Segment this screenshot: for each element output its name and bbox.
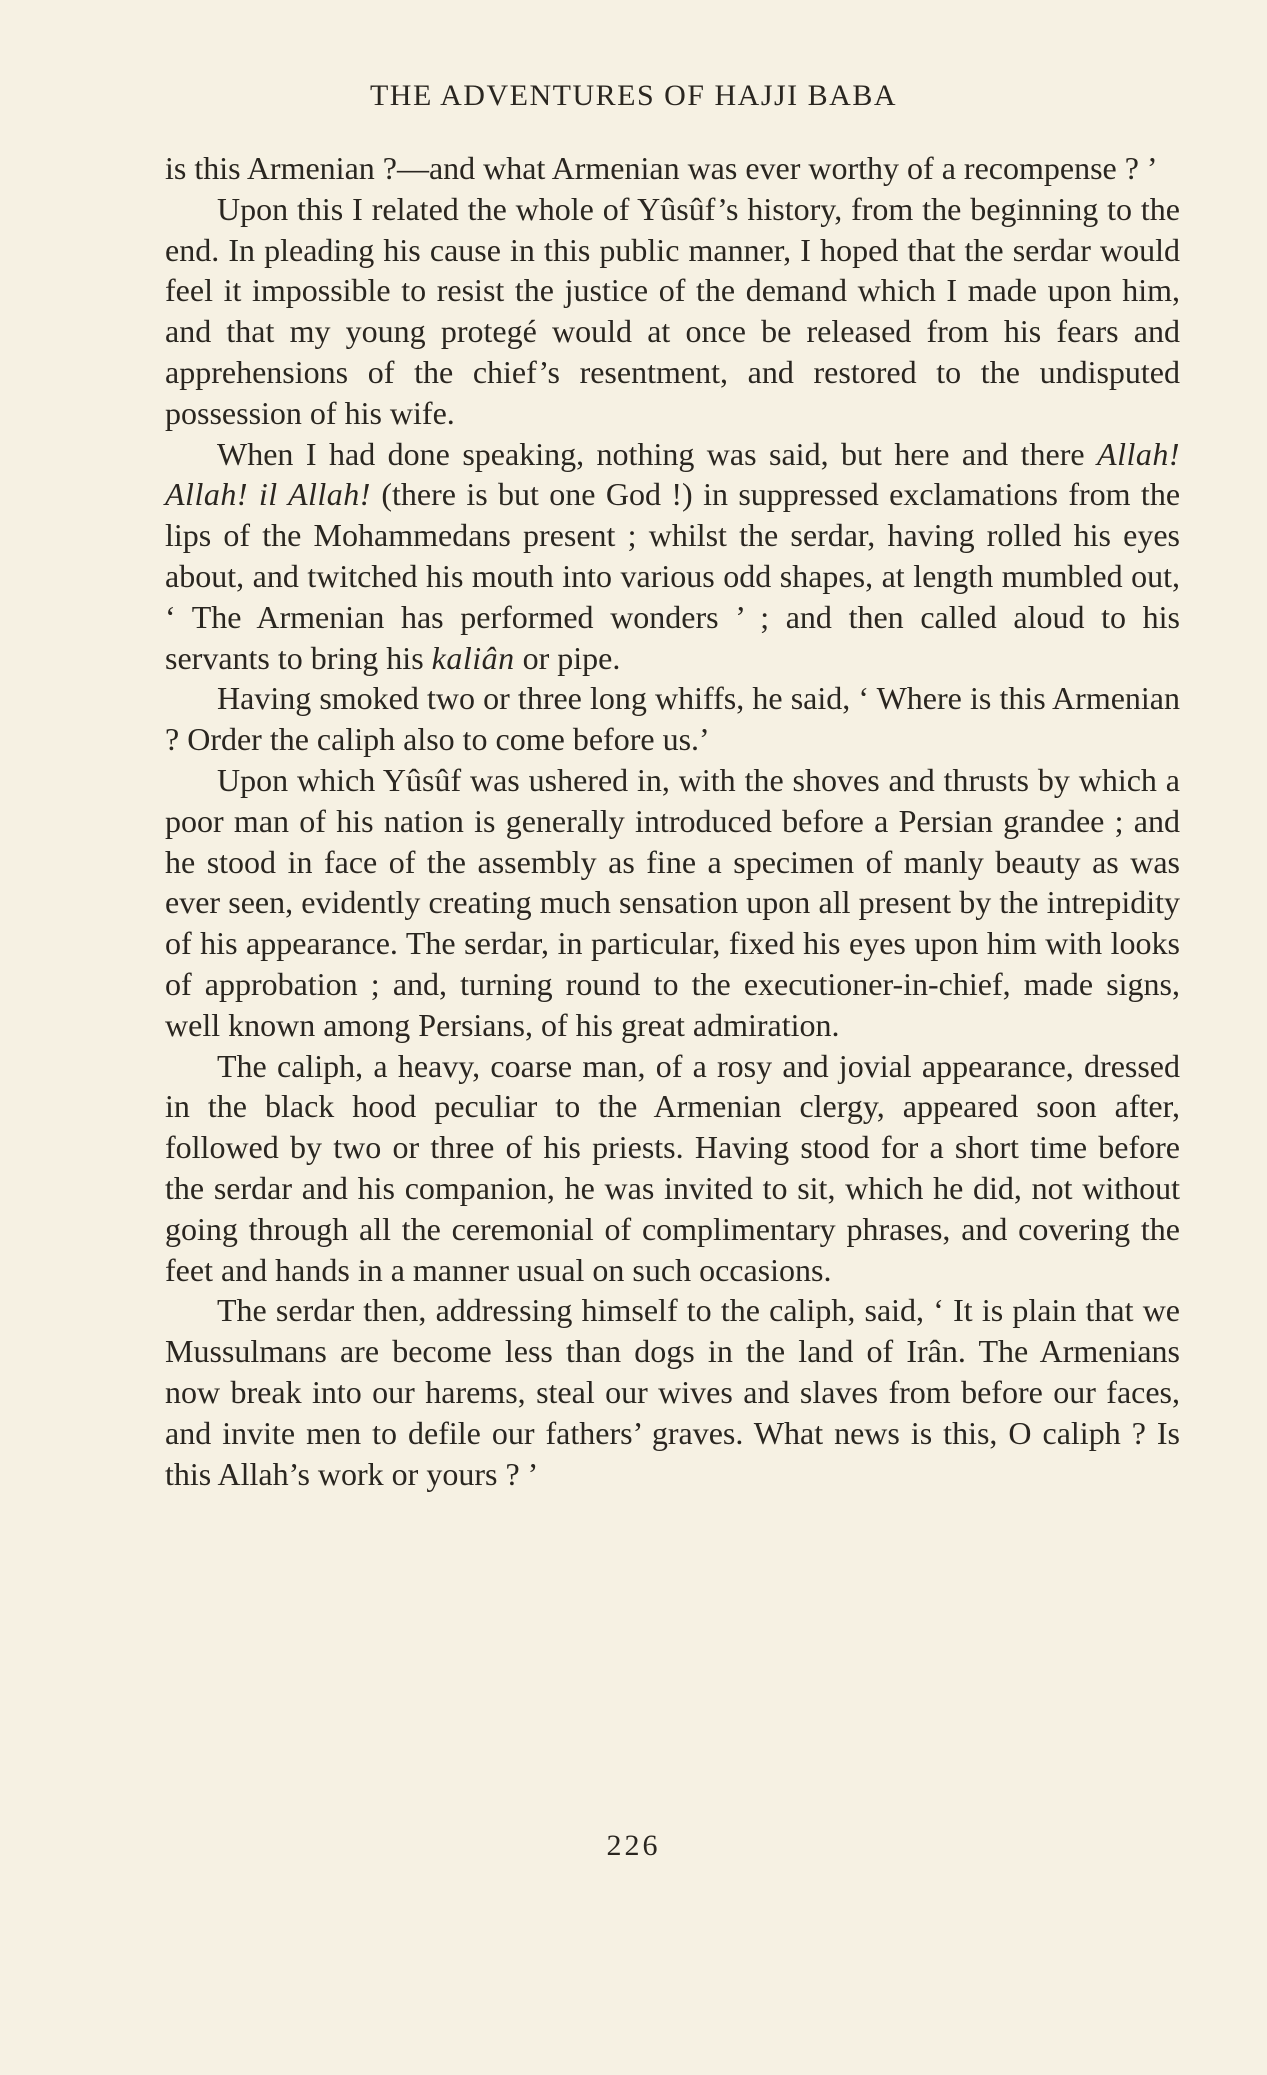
paragraph-6: The caliph, a heavy, coarse man, of a rosy and jovial appearance, dressed in the black hood peculiar to the Armenian clergy, appeared soon after, followed by two or three of his priests. Having stood for a short time before the serdar and his companion, he was invited to sit, which he did, not without going through all the ceremonial of complimentary phrases, and covering the feet and hands in a manner usual on such occasions. bbox=[165, 1047, 1180, 1288]
paragraph-1: is this Armenian ?—and what Armenian was ever worthy of a recompense ? ’ bbox=[165, 150, 1158, 186]
italic-kalian: kaliân bbox=[431, 639, 515, 676]
running-head-title: THE ADVENTURES OF HAJJI BABA bbox=[369, 79, 898, 112]
paragraph-7: The serdar then, addressing himself to the caliph, said, ‘ It is plain that we Mussulmans are become less than dogs in the land of Irân. The Armenians now break into our harems, steal our wives and slaves from before our faces, and invite men to defile our fathers’ graves. What news is this, O caliph ? Is this Allah’s work or yours ? ’ bbox=[165, 1292, 1180, 1492]
paragraph-4: Having smoked two or three long whiffs, he said, ‘ Where is this Armenian ? Order the caliph also to come before us.’ bbox=[165, 680, 1180, 758]
paragraph-2: Upon this I related the whole of Yûsûf’s history, from the beginning to the end. In pleading his cause in this public manner, I hoped that the serdar would feel it impossible to resist the justice of the demand which I made upon him, and that my young protegé would at once be released from his fears and apprehensions of the chief’s resentment, and restored to the undisputed possession of his wife. bbox=[165, 190, 1180, 431]
page-number: 226 bbox=[606, 1829, 661, 1862]
paragraph-3 bbox=[165, 434, 1180, 679]
paragraph-3-part-b: (there is but one God !) in suppressed exclamations from the lips of the Mohammedans present ; whilst the serdar, having rolled his eyes about, and twitched his mouth into various odd shapes, at length mumbled out, ‘ The Armenian has performed wonders ’ ; and then called aloud to his servants to bring his bbox=[165, 476, 1181, 676]
italic-exclamation: Allah! Allah! il Allah! bbox=[165, 435, 1181, 513]
paragraph-5: Upon which Yûsûf was ushered in, with the shoves and thrusts by which a poor man of his nation is generally introduced before a Persian grandee ; and he stood in face of the assembly as fine a specimen of manly beauty as was ever seen, evidently creating much sensation upon all present by the intrepidity of his appearance. The serdar, in particular, fixed his eyes upon him with looks of approbation ; and, turning round to the executioner-in-chief, made signs, well known among Persians, of his great admiration. bbox=[165, 761, 1180, 1043]
paragraph-3-part-c: or pipe. bbox=[522, 639, 621, 676]
body-text bbox=[165, 148, 1180, 1494]
paragraph-3-part-a: When I had done speaking, nothing was said, but here and there bbox=[217, 435, 1085, 472]
